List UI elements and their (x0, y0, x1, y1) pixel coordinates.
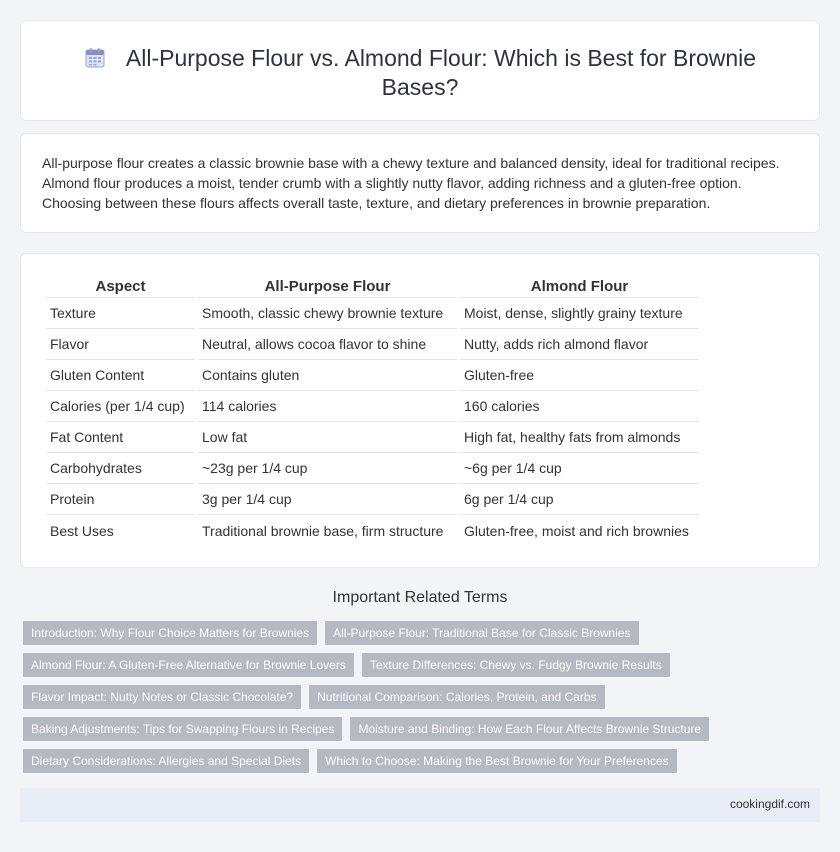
cell-almond-flour: Gluten-free, moist and rich brownies (464, 522, 689, 539)
cell-aspect: Texture (46, 298, 195, 329)
related-term-link[interactable]: Nutritional Comparison: Calories, Protein, and Carbs (309, 685, 604, 709)
table-row (46, 515, 699, 546)
table-row (46, 453, 699, 484)
table-row (46, 329, 699, 360)
cell-aspect: Calories (per 1/4 cup) (46, 391, 195, 422)
page-title: All-Purpose Flour vs. Almond Flour: Which is Best for Brownie Bases? (125, 45, 757, 100)
cell-almond-flour: Nutty, adds rich almond flavor (460, 329, 699, 360)
header-all-purpose-flour: All-Purpose Flour (198, 276, 457, 298)
cell-aspect: Fat Content (46, 422, 195, 453)
header-almond-flour: Almond Flour (460, 276, 699, 298)
table-row (46, 298, 699, 329)
related-term-link[interactable]: Dietary Considerations: Allergies and Special Diets (23, 749, 309, 773)
related-term-link[interactable]: Flavor Impact: Nutty Notes or Classic Chocolate? (23, 685, 301, 709)
cell-almond-flour: High fat, healthy fats from almonds (460, 422, 699, 453)
intro-paragraph: All-purpose flour creates a classic brownie base with a chewy texture and balanced density, ideal for traditional recipes. Almond flour produces a moist, tender crumb with a slightly nutty flavor, adding richness and a gluten-free option. Choosing between these flours affects overall taste, texture, and dietary preferences in brownie preparation. (42, 155, 780, 211)
cell-all-purpose-flour: Neutral, allows cocoa flavor to shine (198, 329, 457, 360)
header-aspect: Aspect (46, 276, 195, 298)
related-terms-row (23, 685, 723, 709)
calendar-icon (84, 47, 106, 69)
cell-all-purpose-flour: Smooth, classic chewy brownie texture (198, 298, 457, 329)
cell-all-purpose-flour: Contains gluten (198, 360, 457, 391)
related-terms-row (23, 621, 723, 645)
cell-aspect: Protein (46, 484, 195, 515)
comparison-table-card (20, 253, 820, 568)
related-terms-row (23, 653, 723, 677)
related-terms-title: Important Related Terms (332, 589, 508, 606)
intro-card (20, 133, 820, 233)
related-terms-row (23, 749, 723, 773)
cell-all-purpose-flour: Traditional brownie base, firm structure (202, 522, 444, 539)
footer (20, 788, 820, 822)
cell-aspect: Flavor (46, 329, 195, 360)
related-term-link[interactable]: Which to Choose: Making the Best Brownie for Your Preferences (317, 749, 677, 773)
table-row (46, 391, 699, 422)
cell-aspect: Gluten Content (46, 360, 195, 391)
related-term-link[interactable]: All-Purpose Flour: Traditional Base for Classic Brownies (325, 621, 638, 645)
table-row (46, 484, 699, 515)
page-title-row (21, 44, 819, 102)
cell-almond-flour: ~6g per 1/4 cup (460, 453, 699, 484)
table-header-row (46, 276, 699, 298)
related-term-link[interactable]: Introduction: Why Flour Choice Matters for Brownies (23, 621, 317, 645)
related-term-link[interactable]: Moisture and Binding: How Each Flour Affects Brownie Structure (350, 717, 709, 741)
comparison-table (43, 276, 702, 546)
table-row (46, 422, 699, 453)
related-terms-row (23, 717, 723, 741)
footer-site: cookingdif.com (729, 797, 810, 811)
cell-almond-flour: Moist, dense, slightly grainy texture (460, 298, 699, 329)
cell-almond-flour: Gluten-free (460, 360, 699, 391)
cell-all-purpose-flour: ~23g per 1/4 cup (198, 453, 457, 484)
cell-almond-flour: 160 calories (460, 391, 699, 422)
cell-aspect: Best Uses (50, 522, 114, 539)
cell-aspect: Carbohydrates (46, 453, 195, 484)
related-term-link[interactable]: Almond Flour: A Gluten-Free Alternative for Brownie Lovers (23, 653, 354, 677)
cell-almond-flour: 6g per 1/4 cup (460, 484, 699, 515)
related-term-link[interactable]: Texture Differences: Chewy vs. Fudgy Brownie Results (362, 653, 670, 677)
related-term-link[interactable]: Baking Adjustments: Tips for Swapping Flours in Recipes (23, 717, 342, 741)
cell-all-purpose-flour: 3g per 1/4 cup (198, 484, 457, 515)
header-card (20, 20, 820, 121)
cell-all-purpose-flour: 114 calories (198, 391, 457, 422)
cell-all-purpose-flour: Low fat (198, 422, 457, 453)
table-row (46, 360, 699, 391)
related-terms-list (23, 621, 723, 781)
